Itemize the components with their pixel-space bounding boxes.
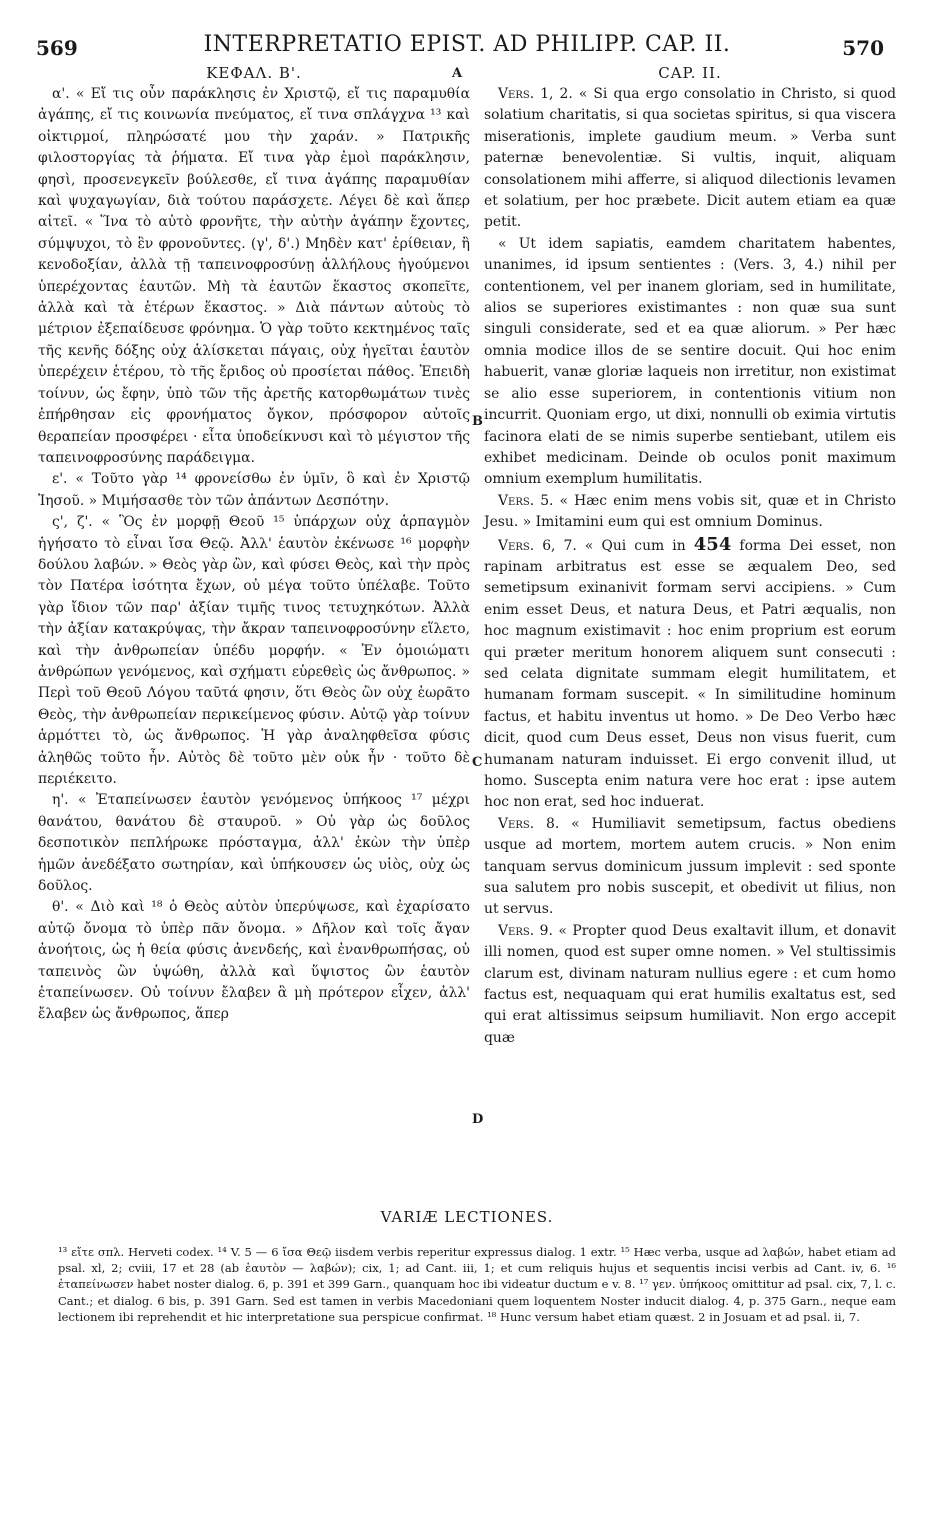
footnote-text: ¹³ εἴτε σπλ. Herveti codex. ¹⁴ V. 5 — 6 ἴσα Θεῷ iisdem verbis reperitur expressus dialog. 1 extr. ¹⁵ Hæc verba, usque ad λαβών, habet etiam ad psal. xl, 2; cviii, 17 et 28 (ab ἑαυτὸν — λαβών); cix, 1; ad Cant. iii, 1; et cum reliquis hujus et sequentis incisi verbis ad Cant. iv, 6. ¹⁶ ἐταπείνωσεν habet noster dialog. 6, p. 391 et 399 Garn., quanquam hoc ibi videatur ductum e v. 8. ¹⁷ γεν. ὑπήκοος omittitur ad psal. cix, 7, l. c. Cant.; et dialog. 6 bis, p. 391 Garn. Sed est tamen in verbis Macedoniani quem loquentem Noster inducit dialog. 4, p. 375 Garn., neque eam lectionem ibi reprehendit et hic interpretatione sua perspicue confirmat. ¹⁸ Hunc versum habet etiam quæst. 2 in Josuam et ad psal. ii, 7. xyxy=(58,1245,896,1324)
latin-column xyxy=(484,62,896,1049)
greek-paragraph: ς', ζ'. « Ὃς ἐν μορφῇ Θεοῦ ¹⁵ ὑπάρχων οὐχ ἁρπαγμὸν ἡγήσατο τὸ εἶναι ἴσα Θεῷ. Ἀλλ' ἑαυτὸν ἐκένωσε ¹⁶ μορφὴν δούλου λαβών. » Θεὸς γὰρ ὢν, καὶ φύσει Θεὸς, καὶ τὴν πρὸς τὸν Πατέρα ἰσότητα ἔχων, οὐ μέγα τοῦτο ὑπέλαβε. Τοῦτο γὰρ ἴδιον τῶν παρ' ἀξίαν τιμῆς τινος τετυχηκότων. Ἀλλὰ τὴν ἀξίαν κατακρύψας, τὴν ἄκραν ταπεινοφροσύνην εἵλετο, καὶ τὴν ἀνθρωπείαν ὑπέδυ μορφήν. « Ἐν ὁμοιώματι ἀνθρώπων γενόμενος, καὶ σχήματι εὑρεθεὶς ὡς ἄνθρωπος. » Περὶ τοῦ Θεοῦ Λόγου ταῦτά φησιν, ὅτι Θεὸς ὢν οὐχ ἑωρᾶτο Θεὸς, τὴν ἀνθρωπείαν περικείμενος φύσιν. Αὐτῷ γὰρ τοίνυν ἁρμόττει τὸ, ὡς ἄνθρωπος. Ἡ γὰρ ἀναληφθεῖσα φύσις ἀληθῶς τοῦτο ἦν. Αὐτὸς δὲ τοῦτο μὲν οὐκ ἦν · τοῦτο δὲ περιέκειτο. xyxy=(38,514,470,787)
margin-letter-c: C xyxy=(472,755,483,770)
latin-paragraph: Vers. 8. « Humiliavit semetipsum, factus obediens usque ad mortem, mortem autem crucis. » Non enim tanquam servus dominicum jussum implevit : sed sponte sua salutem pro nobis suscepit, et obedivit ut filius, non ut servus. xyxy=(484,815,896,918)
verse-label: Vers. 8. xyxy=(498,815,560,832)
verse-label: Vers. 5. xyxy=(498,492,554,509)
greek-paragraph: ε'. « Τοῦτο γὰρ ¹⁴ φρονείσθω ἐν ὑμῖν, ὃ καὶ ἐν Χριστῷ Ἰησοῦ. » Μιμήσασθε τὸν τῶν ἁπάντων Δεσπότην. xyxy=(38,471,470,509)
margin-letter-a: A xyxy=(452,66,463,81)
margin-letter-b: B xyxy=(472,414,483,429)
verse-label: Vers. 1, 2. xyxy=(498,86,573,102)
latin-chapter-heading: CAP. II. xyxy=(658,64,722,82)
variae-lectiones-heading: VARIÆ LECTIONES. xyxy=(380,1208,554,1226)
greek-paragraph: α'. « Εἴ τις οὖν παράκλησις ἐν Χριστῷ, εἴ τις παραμυθία ἀγάπης, εἴ τις κοινωνία πνεύματος, εἴ τινα σπλάγχνα ¹³ καὶ οἰκτιρμοί, πληρώσατέ μου τὴν χαράν. » Πατρικῆς φιλοστοργίας τὰ ῥήματα. Εἴ τινα γὰρ ἐμοὶ παράκλησιν, φησὶ, προσενεγκεῖν βούλεσθε, εἴ τινα ἀγάπης παραμυθίαν καὶ ψυχαγωγίαν, διὰ τούτου παράσχετε. Λέγει δὲ καὶ ἅπερ αἰτεῖ. « Ἵνα τὸ αὐτὸ φρονῆτε, τὴν αὐτὴν ἀγάπην ἔχοντες, σύμψυχοι, τὸ ἓν φρονοῦντες. (γ', δ'.) Μηδὲν κατ' ἐρίθειαν, ἢ κενοδοξίαν, ἀλλὰ τῇ ταπεινοφροσύνῃ ἀλλήλους ἡγούμενοι ὑπερέχοντας ἑαυτῶν. Μὴ τὰ ἑαυτῶν ἕκαστος σκοπεῖτε, ἀλλὰ καὶ τὰ ἑτέρων ἕκαστος. » Διὰ πάντων αὐτοὺς τὸ μέτριον ἐξεπαίδευσε φρόνημα. Ὁ γὰρ τοῦτο κεκτημένος ταῖς τῆς κενῆς δόξης οὐχ ἁλίσκεται πάγαις, οὐχ ἡγεῖται ἑαυτὸν ὑπερέχειν ἑτέρου, τὸ τῆς ἔριδος οὐ προσίεται πάθος. Ἐπειδὴ τοίνυν, ὡς ἔφην, ὑπὸ τῶν τῆς ἀρετῆς κατορθωμάτων τινὲς ἐπήρθησαν εἰς φρονήματος ὄγκον, πρόσφορον αὐτοῖς θεραπείαν προσφέρει · εἶτα ὑποδείκνυσι καὶ τὸ μέγιστον τῆς ταπεινοφροσύνης παράδειγμα. xyxy=(38,86,470,466)
greek-paragraph: θ'. « Διὸ καὶ ¹⁸ ὁ Θεὸς αὐτὸν ὑπερύψωσε, καὶ ἐχαρίσατο αὐτῷ ὄνομα τὸ ὑπὲρ πᾶν ὄνομα. » Δῆλον καὶ τοῖς ἄγαν ἀνοήτοις, ὡς ἡ θεία φύσις ἀνενδεής, καὶ ἐνανθρωπήσας, οὐ ταπεινὸς ὢν ὑψώθη, ἀλλὰ καὶ ὕψιστος ὢν ἑαυτὸν ἐταπείνωσεν. Οὐ τοίνυν ἔλαβεν ἃ μὴ πρότερον εἶχεν, ἀλλ' ἔλαβεν ὡς ἄνθρωπος, ἅπερ xyxy=(38,899,470,1023)
verse-label: Vers. 9. xyxy=(498,922,553,939)
latin-paragraph: Vers. 5. « Hæc enim mens vobis sit, quæ et in Christo Jesu. » Imitamini eum qui est omnium Dominus. xyxy=(484,492,896,531)
margin-letter-d: D xyxy=(472,1112,484,1127)
running-title: INTERPRETATIO EPIST. AD PHILIPP. CAP. II. xyxy=(203,32,731,57)
greek-chapter-heading: ΚΕΦΑΛ. Β'. xyxy=(206,64,302,82)
latin-paragraph: Vers. 6, 7. « Qui cum in 454 forma Dei esset, non rapinam arbitratus est esse se æqualem Deo, sed semetipsum exinanivit formam servi accipiens. » Cum enim esset Deus, et natura Deus, et Patri æqualis, non hoc magnum existimavit : hoc enim proprium est eorum qui præter meritum honorem aliquem sunt consecuti : sed celata dignitate summam elegit humilitatem, et humanam formam suscepit. « In similitudine hominum factus, et habitu inventus ut homo. » De Deo Verbo hæc dicit, quod cum Deus esset, Deus non visus fuerit, cum humanam naturam induisset. Ei ergo convenit illud, ut homo. Suscepta enim natura vere hoc erat : ipse autem hoc non erat, sed hoc induerat. xyxy=(484,533,897,811)
edition-page-marker: 454 xyxy=(693,533,732,555)
greek-column xyxy=(38,62,470,1026)
verse-label: Vers. 6, 7. xyxy=(498,537,577,554)
right-page-number: 570 xyxy=(842,36,884,60)
latin-paragraph: Vers. 9. « Propter quod Deus exaltavit illum, et donavit illi nomen, quod est super omne nomen. » Vel stultissimis clarum est, divinam naturam nullius egere : et cum homo factus est, nequaquam qui erat humilis exaltatus est, sed qui erat altissimus seipsum humiliavit. Non ergo accepit quæ xyxy=(484,922,897,1046)
greek-paragraph: η'. « Ἐταπείνωσεν ἑαυτὸν γενόμενος ὑπήκοος ¹⁷ μέχρι θανάτου, θανάτου δὲ σταυροῦ. » Οὐ γὰρ ὡς δοῦλος δεσποτικὸν πεπλήρωκε πρόσταγμα, ἀλλ' ἑκὼν τὴν ὑπὲρ ἡμῶν ἀνεδέξατο σωτηρίαν, καὶ ὑπήκουσεν ὡς υἱὸς, οὐχ ὡς δοῦλος. xyxy=(38,792,470,895)
left-page-number: 569 xyxy=(36,36,78,60)
page-header xyxy=(0,32,934,62)
latin-paragraph: « Ut idem sapiatis, eamdem charitatem habentes, unanimes, id ipsum sentientes : (Vers. 3, 4.) nihil per contentionem, vel per inanem gloriam, sed in humilitate, alios se superiores existimantes : non quæ sua sunt singuli considerate, sed et ea quæ aliorum. » Per hæc omnia modice illos de se sentire docuit. Qui hoc enim habuerit, vanæ gloriæ laqueis non irretitur, non existimat se alio esse superiorem, in contentionis vitium non incurrit. Quoniam ergo, ut dixi, nonnulli ob eximia virtutis facinora elati de se nimis superbe sentiebant, utilem eis exhibet medicinam. Deinde ob oculos ponit maximum omnium exemplum humilitatis. xyxy=(484,235,896,488)
latin-paragraph: Vers. 1, 2. « Si qua ergo consolatio in Christo, si quod solatium charitatis, si qua societas spiritus, si qua viscera miserationis, implete gaudium meum. » Verba sunt paternæ benevolentiæ. Si vultis, inquit, aliquam consolationem mihi afferre, si aliquod dilectionis levamen et solatium, per hoc præbete. Dicit autem etiam ea quæ petit. xyxy=(484,86,896,231)
variae-lectiones-notes xyxy=(58,1244,896,1325)
